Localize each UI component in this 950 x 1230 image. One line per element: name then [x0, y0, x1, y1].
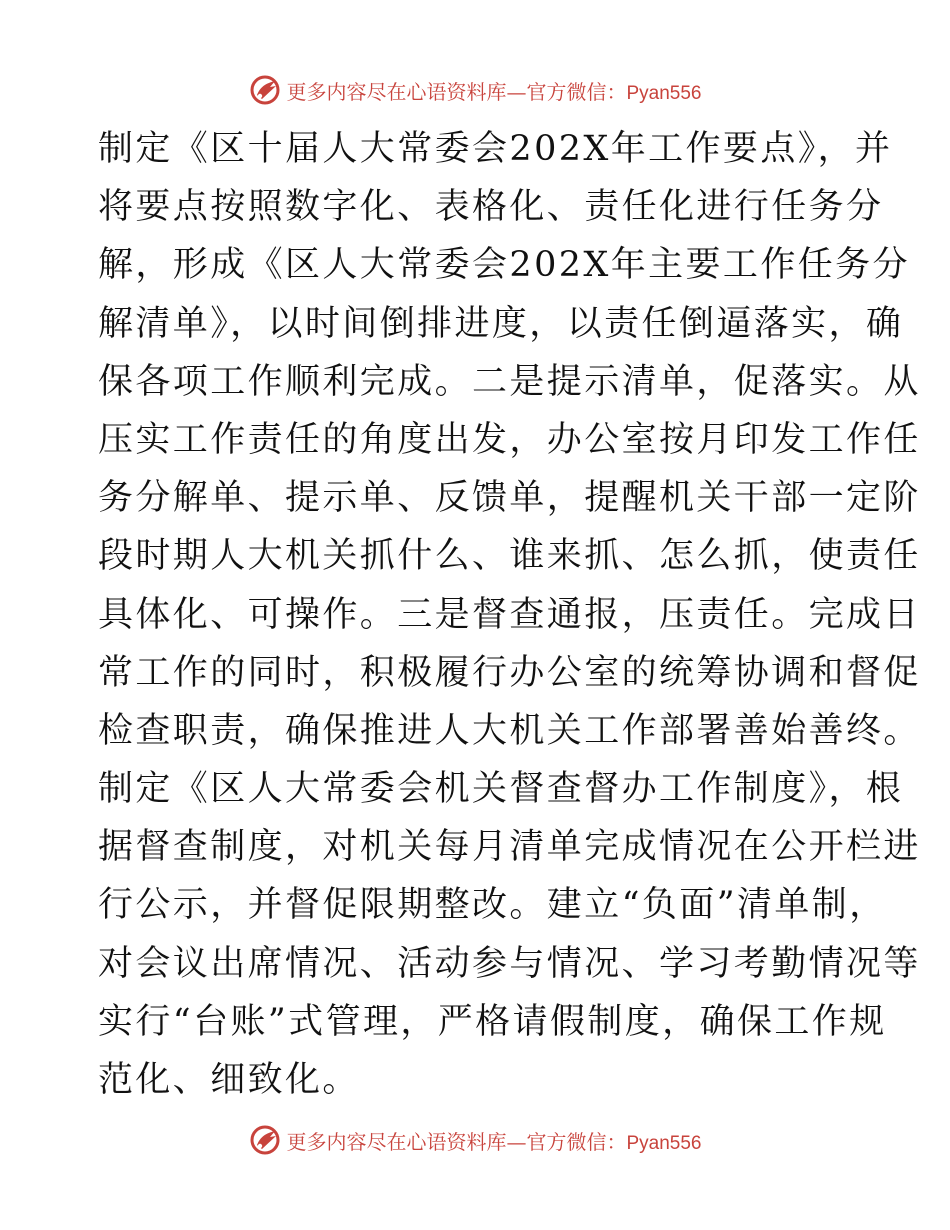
- text-line: 范化、细致化。: [98, 1060, 360, 1100]
- text-line: 实行“台账”式管理，严格请假制度，确保工作规: [98, 1001, 887, 1042]
- text-line: 保各项工作顺利完成。二是提示清单，促落实。从: [98, 361, 921, 402]
- text-line: 务分解单、提示单、反馈单，提醒机关干部一定阶: [98, 478, 921, 519]
- watermark-footer: [0, 1120, 950, 1160]
- watermark-header: [0, 70, 950, 110]
- watermark-text: 更多内容尽在心语资料库—官方微信：Pyan556: [286, 79, 702, 104]
- text-line: 常工作的同时，积极履行办公室的统筹协调和督促: [98, 652, 921, 693]
- wechat-id: Pyan556: [626, 82, 702, 104]
- text-line: 对会议出席情况、活动参与情况、学习考勤情况等: [98, 943, 921, 984]
- logo-icon: [248, 1123, 282, 1157]
- text-line: 制定《区人大常委会机关督查督办工作制度》，根: [98, 769, 904, 810]
- text-line: 据督查制度，对机关每月清单完成情况在公开栏进: [98, 827, 921, 868]
- text-line: 具体化、可操作。三是督查通报，压责任。完成日: [98, 594, 921, 635]
- watermark-text: 更多内容尽在心语资料库—官方微信：Pyan556: [286, 1129, 702, 1154]
- text-line: 将要点按照数字化、表格化、责任化进行任务分: [98, 187, 884, 228]
- text-line: 解，形成《区人大常委会202X年主要工作任务分: [98, 245, 910, 286]
- wechat-id: Pyan556: [626, 1132, 702, 1154]
- text-line: 段时期人大机关抓什么、谁来抓、怎么抓，使责任: [98, 536, 921, 577]
- text-line: 压实工作责任的角度出发，办公室按月印发工作任: [98, 419, 921, 460]
- body-paragraph: [98, 120, 921, 1109]
- logo-icon: [248, 73, 282, 107]
- text-line: 制定《区十届人大常委会202X年工作要点》，并: [98, 129, 893, 169]
- text-line: 解清单》，以时间倒排进度，以责任倒逼落实，确: [98, 303, 904, 344]
- text-line: 检查职责，确保推进人大机关工作部署善始善终。: [98, 710, 921, 751]
- text-line: 行公示，并督促限期整改。建立“负面”清单制，: [98, 885, 887, 926]
